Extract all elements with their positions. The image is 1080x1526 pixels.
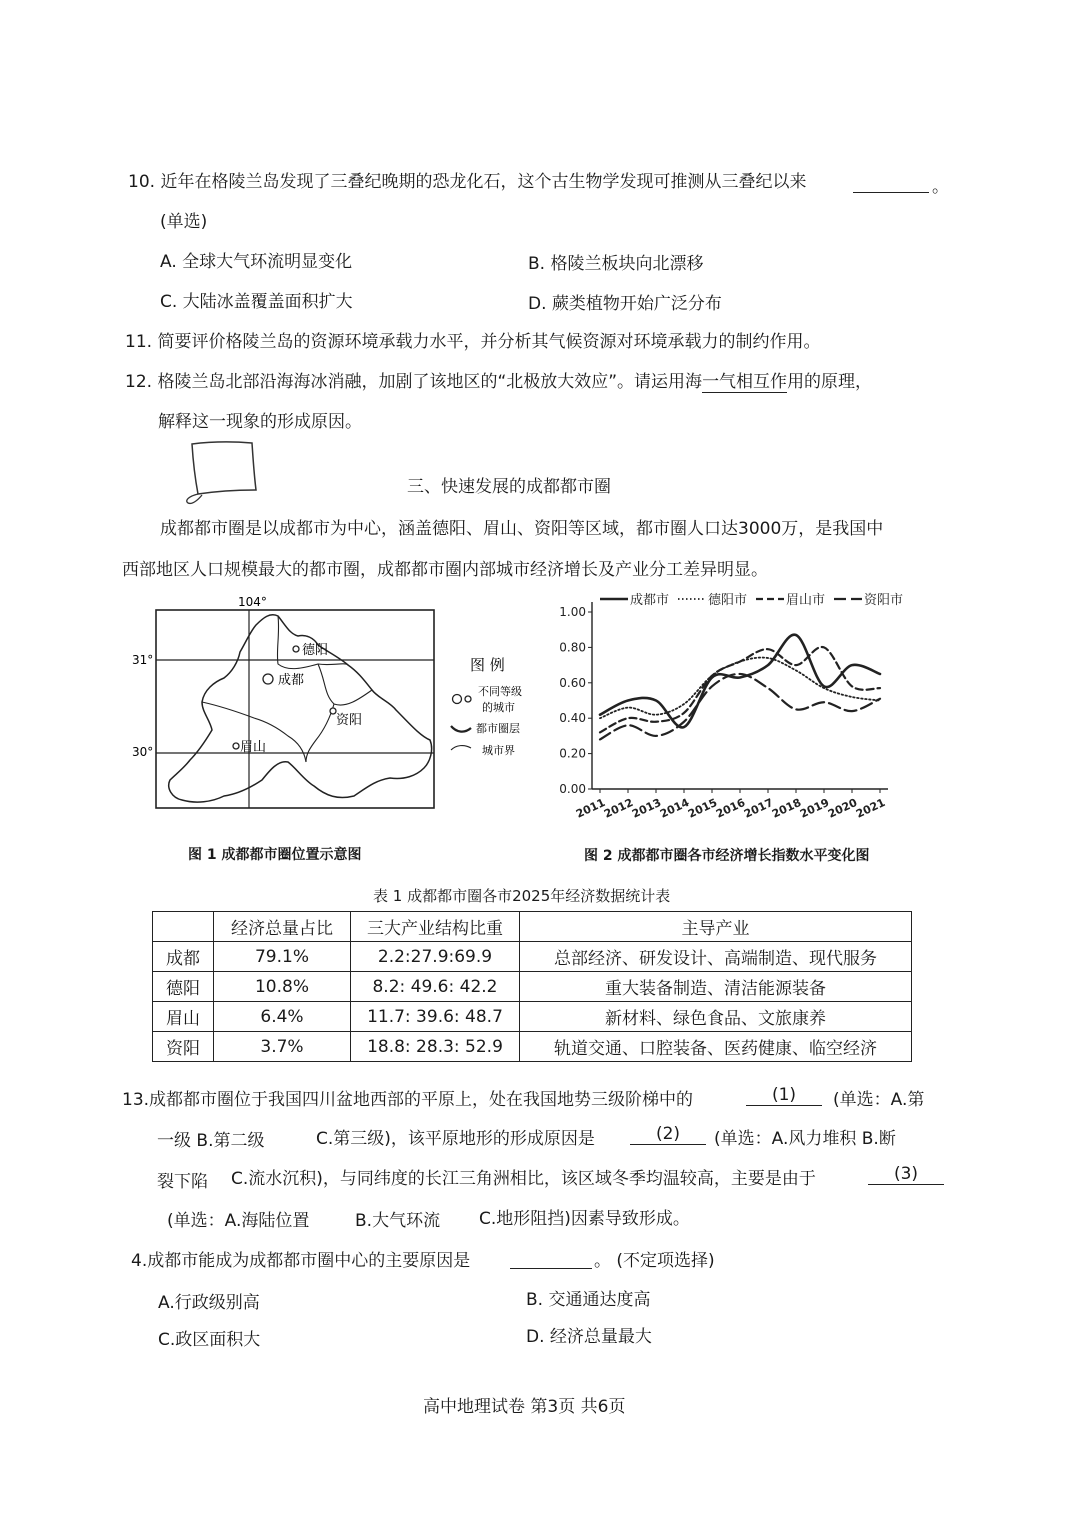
q11-text: 11. 简要评价格陵兰岛的资源环境承载力水平，并分析其气候资源对环境承载力的制约作用。: [125, 332, 821, 352]
q10-answer-blank[interactable]: [853, 170, 929, 193]
legend-city-boundary: 城市界: [482, 744, 515, 757]
q10-stem: 10. 近年在格陵兰岛发现了三叠纪晚期的恐龙化石，这个古生物学发现可推测从三叠纪以来: [128, 172, 807, 192]
y-tick-label: 0.00: [559, 782, 586, 796]
legend-label: 眉山市: [786, 593, 826, 608]
legend-city-line2: 的城市: [482, 701, 515, 714]
y-tick-label: 0.60: [559, 675, 586, 690]
q13-line4c: C.地形阻挡)因素导致形成。: [479, 1209, 690, 1229]
series-line: [600, 674, 880, 740]
table-cell: 8.2: 49.6: 42.2: [351, 972, 520, 1002]
y-tick-label: 0.20: [559, 746, 586, 761]
q12-line1-after: 用的原理，: [787, 372, 873, 392]
table-row: [153, 1002, 912, 1032]
legend-city-line1: 不同等级: [478, 685, 522, 698]
legend-label: 德阳市: [708, 593, 748, 608]
q10-option-b[interactable]: B. 格陵兰板块向北漂移: [528, 254, 704, 274]
x-tick-label: 2012: [602, 795, 636, 821]
legend-label: 资阳市: [864, 593, 904, 608]
q13-line4b: B.大气环流: [355, 1211, 441, 1231]
page-footer: 高中地理试卷 第3页 共6页: [423, 1397, 626, 1417]
lat-label-31: 31°: [132, 653, 154, 667]
metro-boundary: [169, 615, 432, 802]
x-tick-label: 2019: [798, 795, 832, 821]
q13-line3a: 裂下陷: [157, 1172, 208, 1192]
y-tick-label: 0.80: [559, 640, 586, 655]
series-line: [600, 647, 880, 732]
table-header-cell: 主导产业: [520, 912, 912, 942]
q13-line1: 13.成都都市圈位于我国四川盆地西部的平原上，处在我国地势三级阶梯中的: [122, 1090, 694, 1110]
q13-line2a: 一级 B.第二级: [157, 1131, 265, 1151]
q10-option-a[interactable]: A. 全球大气环流明显变化: [160, 252, 353, 272]
table-row: [153, 1032, 912, 1062]
q13-line2-end: (单选：A.风力堆积 B.断: [714, 1129, 896, 1149]
q14-stem: 4.成都市能成为成都都市圈中心的主要原因是: [131, 1251, 471, 1271]
x-tick-label: 2018: [770, 795, 804, 821]
q13-line1-end: (单选：A.第: [833, 1090, 925, 1110]
q12-line2: 解释这一现象的形成原因。: [158, 412, 362, 432]
table-header-row: [153, 912, 912, 942]
q14-option-a[interactable]: A.行政级别高: [158, 1293, 260, 1313]
table-cell: 成都: [153, 942, 214, 972]
x-tick-label: 2014: [658, 795, 692, 821]
x-tick-label: 2013: [630, 795, 664, 821]
city-label-chengdu: 成都: [278, 673, 305, 688]
table-header-cell: [153, 912, 214, 942]
x-tick-label: 2021: [854, 795, 888, 821]
chengdu-location-map: [128, 590, 548, 820]
x-tick-label: 2017: [742, 795, 776, 821]
q12-line1: [125, 367, 872, 392]
legend-metro-ring: 都市圈层: [476, 722, 520, 735]
table-row: [153, 972, 912, 1002]
q13-blank-2[interactable]: (2): [630, 1124, 706, 1145]
table-cell: 总部经济、研发设计、高端制造、现代服务: [520, 942, 912, 972]
q14-option-c[interactable]: C.政区面积大: [158, 1330, 261, 1350]
table-cell: 新材料、绿色食品、文旅康养: [520, 1002, 912, 1032]
q13-line4a: (单选：A.海陆位置: [167, 1211, 310, 1231]
economic-growth-chart: [548, 588, 908, 826]
q13-blank-1[interactable]: (1): [746, 1085, 822, 1106]
q12-line1-before: 12. 格陵兰岛北部沿海海冰消融，加剧了该地区的“北极放大效应”。请运用海: [125, 372, 703, 392]
q14-end: 。 (不定项选择): [594, 1251, 715, 1271]
table-cell: 资阳: [153, 1032, 214, 1062]
series-line: [600, 635, 880, 728]
table-cell: 11.7: 39.6: 48.7: [351, 1002, 520, 1032]
table-cell: 重大装备制造、清洁能源装备: [520, 972, 912, 1002]
x-tick-label: 2015: [686, 795, 720, 821]
y-tick-label: 1.00: [559, 605, 586, 619]
city-label-ziyang: 资阳: [336, 713, 363, 728]
table-cell: 79.1%: [214, 942, 351, 972]
q10-option-d[interactable]: D. 蕨类植物开始广泛分布: [528, 294, 722, 314]
q10-type: (单选): [160, 212, 208, 232]
hand-drawn-box-mark: [178, 438, 264, 508]
table-cell: 2.2:27.9:69.9: [351, 942, 520, 972]
q14-option-b[interactable]: B. 交通通达度高: [526, 1290, 651, 1310]
q13-line3b: C.流水沉积)，与同纬度的长江三角洲相比，该区域冬季均温较高，主要是由于: [231, 1169, 816, 1189]
table-cell: 3.7%: [214, 1032, 351, 1062]
q13-blank-3[interactable]: (3): [868, 1164, 944, 1185]
table-caption: 表 1 成都都市圈各市2025年经济数据统计表: [373, 887, 671, 905]
table-cell: 眉山: [153, 1002, 214, 1032]
x-tick-label: 2016: [714, 795, 748, 821]
table-cell: 德阳: [153, 972, 214, 1002]
section-intro-line1: 成都都市圈是以成都市为中心，涵盖德阳、眉山、资阳等区域，都市圈人口达3000万，是我国中: [160, 519, 884, 539]
y-tick-label: 0.40: [559, 711, 586, 726]
q13-line2b: C.第三级)，该平原地形的形成原因是: [316, 1129, 595, 1149]
q14-option-d[interactable]: D. 经济总量最大: [526, 1327, 652, 1347]
x-tick-label: 2020: [826, 795, 860, 821]
x-tick-label: 2011: [574, 795, 608, 821]
q14-answer-blank[interactable]: [510, 1248, 592, 1269]
legend-label: 成都市: [630, 593, 670, 608]
lat-label-30: 30°: [132, 745, 154, 759]
lon-label: 104°: [238, 595, 267, 609]
table-cell: 10.8%: [214, 972, 351, 1002]
table-cell: 轨道交通、口腔装备、医药健康、临空经济: [520, 1032, 912, 1062]
q10-end: 。: [932, 177, 949, 197]
figure2-caption: 图 2 成都都市圈各市经济增长指数水平变化图: [584, 848, 870, 864]
section-title: 三、快速发展的成都都市圈: [407, 477, 611, 497]
section-intro-line2: 西部地区人口规模最大的都市圈，成都都市圈内部城市经济增长及产业分工差异明显。: [122, 560, 768, 580]
table-cell: 18.8: 28.3: 52.9: [351, 1032, 520, 1062]
city-label-meishan: 眉山: [240, 740, 267, 755]
figure1-caption: 图 1 成都都市圈位置示意图: [188, 847, 362, 863]
legend-title: 图 例: [470, 656, 505, 674]
table-row: [153, 942, 912, 972]
table-header-cell: 三大产业结构比重: [351, 912, 520, 942]
q12-underlined: 一气相互作: [702, 372, 788, 392]
economic-data-table: [152, 911, 912, 1062]
q10-option-c[interactable]: C. 大陆冰盖覆盖面积扩大: [160, 292, 353, 312]
table-header-cell: 经济总量占比: [214, 912, 351, 942]
table-cell: 6.4%: [214, 1002, 351, 1032]
city-label-deyang: 德阳: [302, 643, 329, 658]
